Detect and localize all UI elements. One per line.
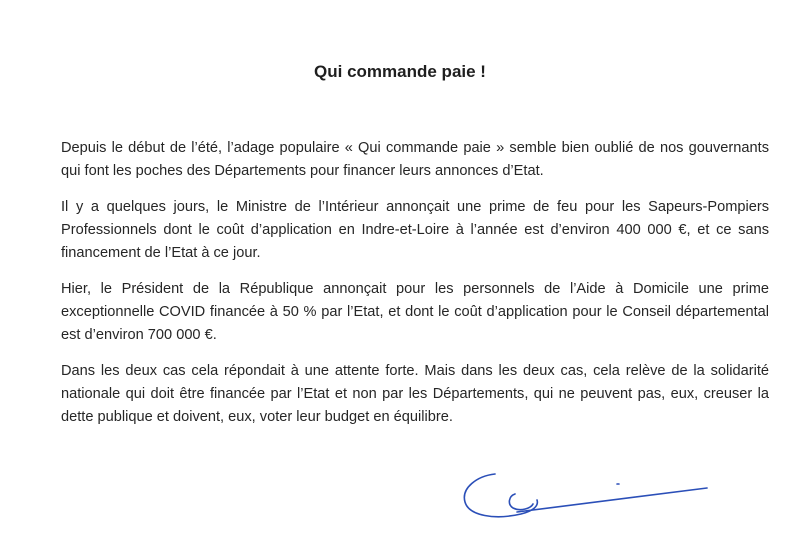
document-title: Qui commande paie ! <box>314 62 486 81</box>
paragraph-conclusion: Dans les deux cas cela répondait à une attente forte. Mais dans les deux cas, cela relève de la solidarité nationale qui doit être financée par l’Etat et non par les Départements, qui ne peuvent pas, eux, creuser la dette publique et doivent, eux, voter leur budget en équilibre. <box>61 363 769 425</box>
paragraph-firefighters: Il y a quelques jours, le Ministre de l’Intérieur annonçait une prime de feu pour les Sapeurs-Pompiers Professionnels dont le coût d’application en Indre-et-Loire à l’année est d’environ 400 000 €, et ce sans financement de l’Etat à ce jour. <box>61 199 769 261</box>
paragraph-home-care: Hier, le Président de la République annonçait pour les personnels de l’Aide à Domicile une prime exceptionnelle COVID financée à 50 % par l’Etat, et dont le coût d’application pour le Conseil départemental est d’environ 700 000 €. <box>61 281 769 343</box>
document-body <box>61 137 769 442</box>
paragraph-intro: Depuis le début de l’été, l’adage populaire « Qui commande paie » semble bien oublié de nos gouvernants qui font les poches des Départements pour financer leurs annonces d’Etat. <box>61 140 769 179</box>
signature-icon <box>455 462 725 542</box>
